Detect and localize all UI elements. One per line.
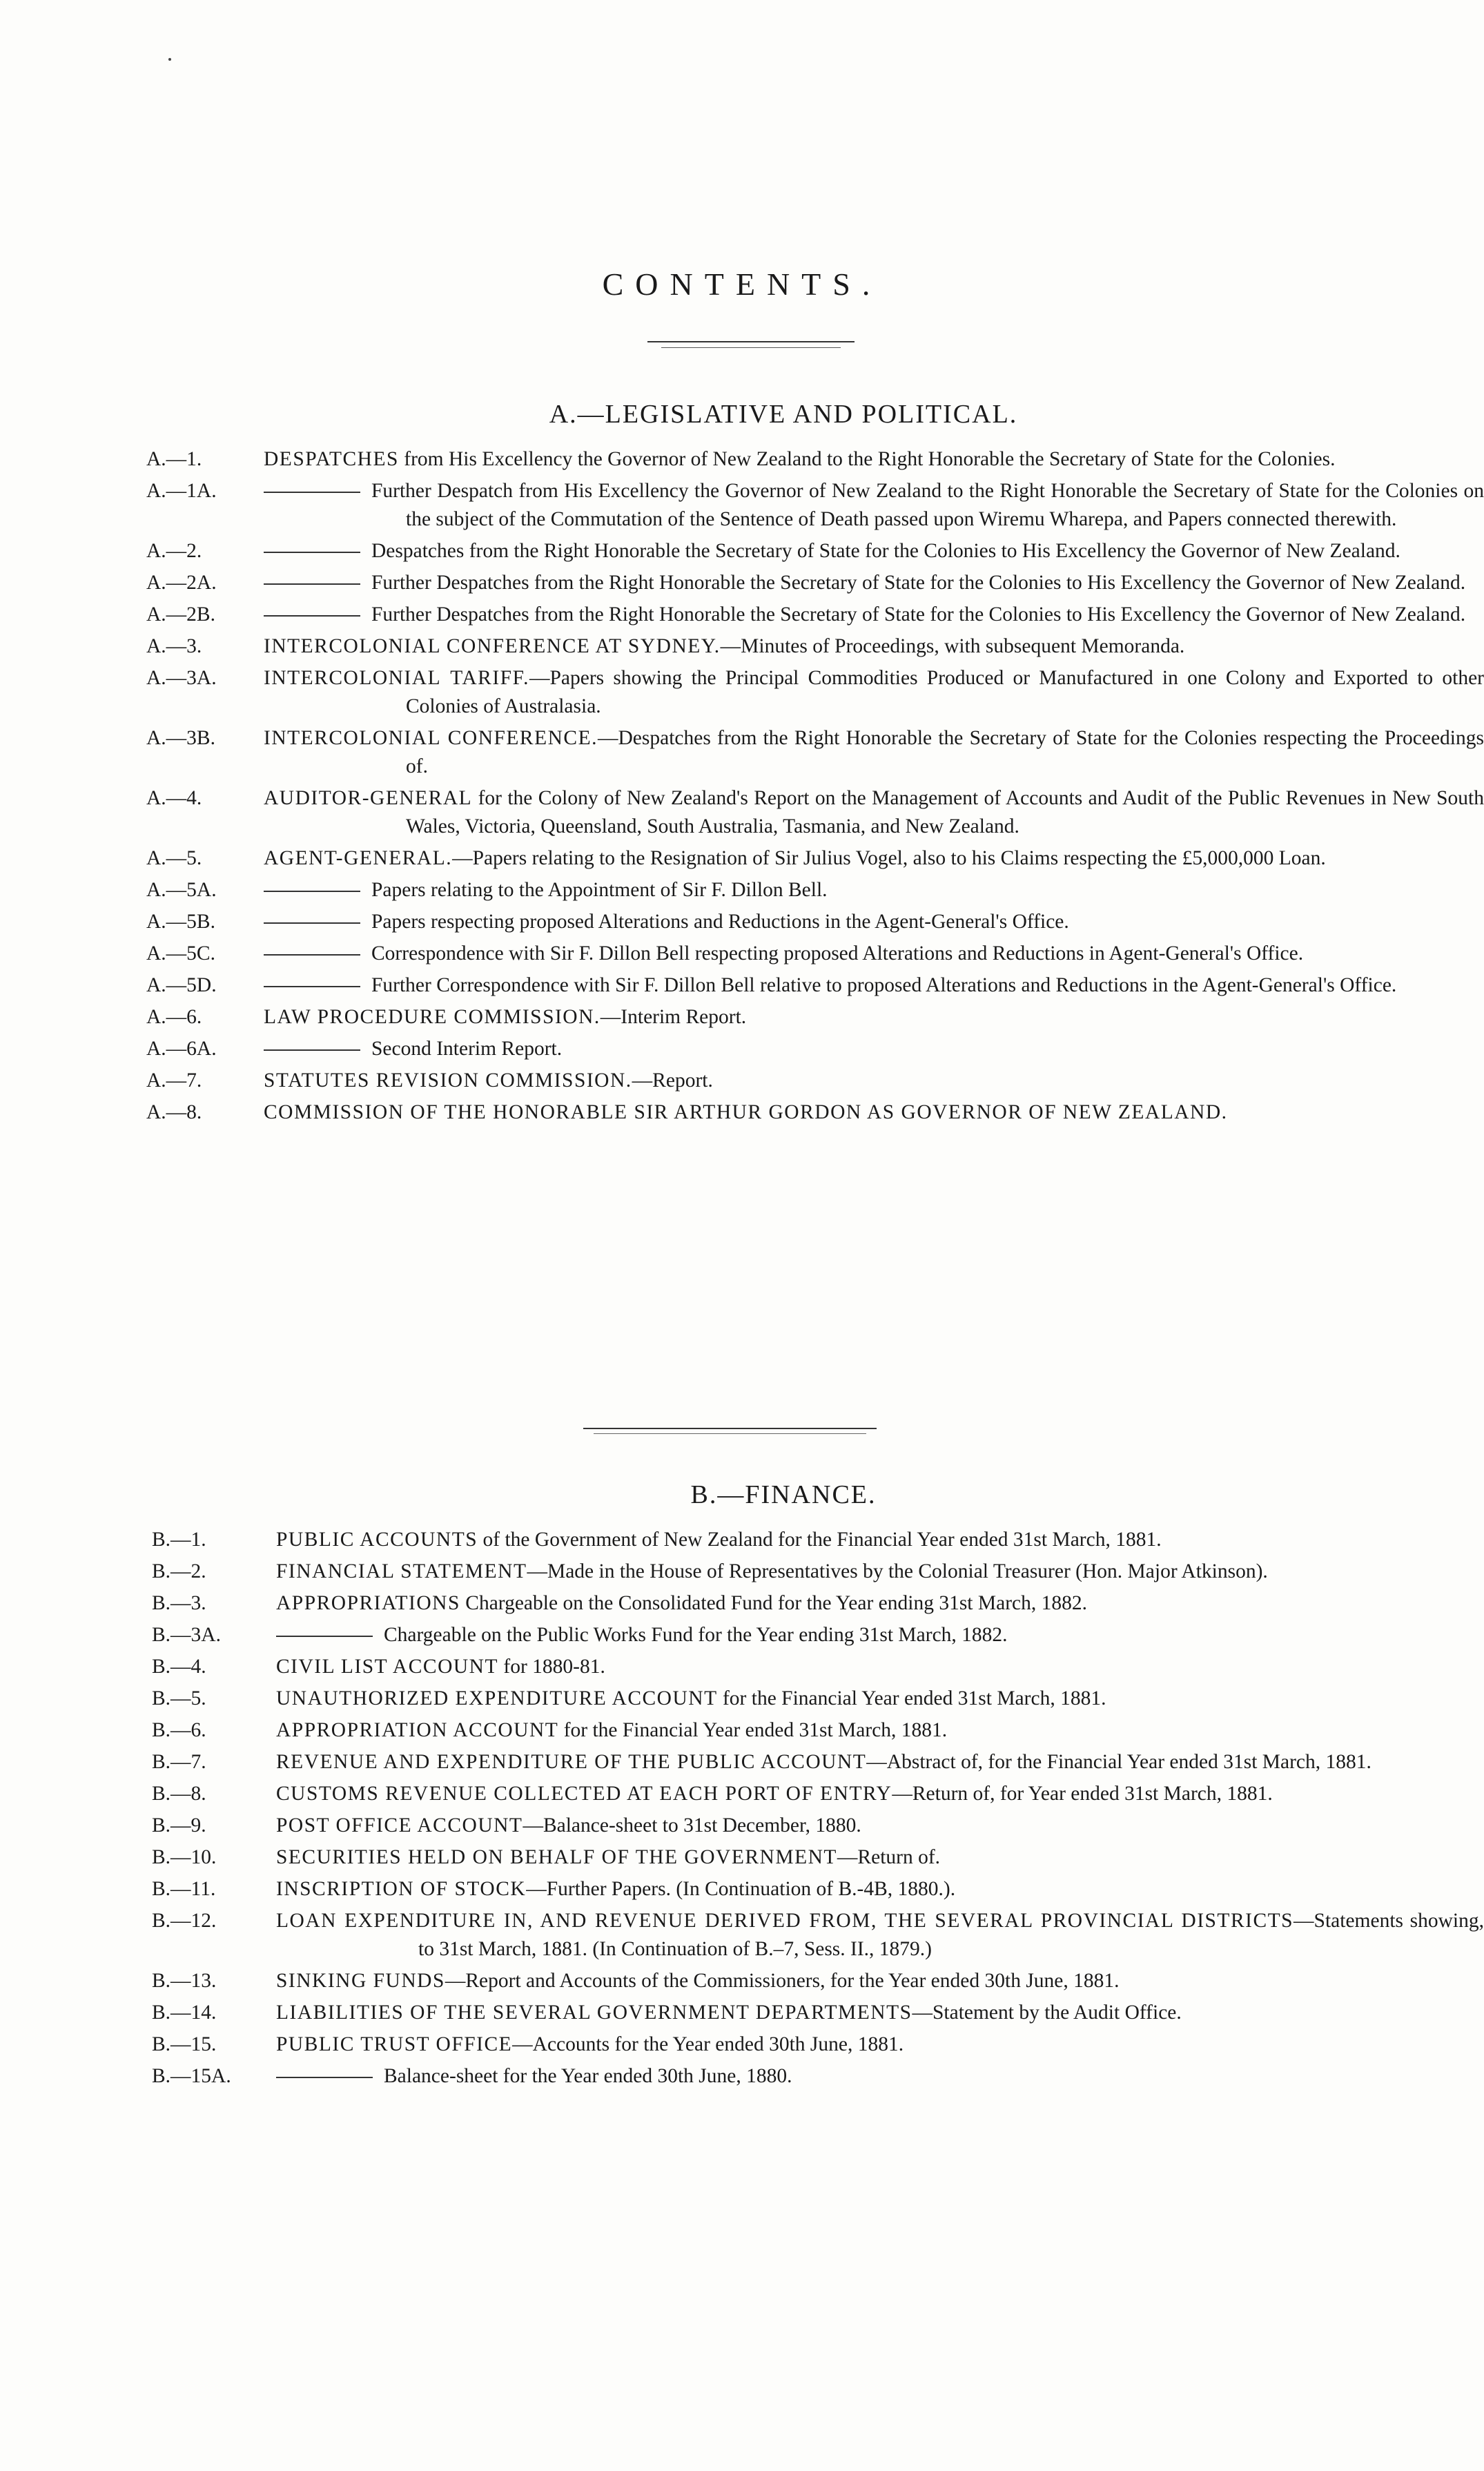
entry-description: —Papers relating to the Resignation of Sir Julius Vogel, also to his Claims respecting the £5,000,000 Loan. bbox=[452, 847, 1326, 869]
entry-description: Correspondence with Sir F. Dillon Bell respecting proposed Alterations and Reductions in Agent-General's Office. bbox=[371, 942, 1304, 965]
entry-caps-title: UNAUTHORIZED EXPENDITURE ACCOUNT bbox=[276, 1687, 718, 1709]
entry-description: —Balance-sheet to 31st December, 1880. bbox=[523, 1814, 861, 1837]
entry-body bbox=[276, 1526, 1484, 1554]
contents-entry bbox=[0, 664, 1484, 721]
entry-code: A.—7. bbox=[146, 1069, 202, 1092]
ditto-dash bbox=[264, 552, 360, 553]
entry-body bbox=[276, 2031, 1484, 2059]
entry-body bbox=[276, 1780, 1484, 1808]
entry-body bbox=[264, 601, 1484, 629]
entry-body bbox=[264, 445, 1484, 474]
entry-code: B.—15A. bbox=[152, 2065, 231, 2087]
entry-description: —Abstract of, for the Financial Year ended 31st March, 1881. bbox=[866, 1751, 1371, 1773]
section-divider-thin bbox=[594, 1433, 866, 1434]
entry-caps-title: REVENUE AND EXPENDITURE OF THE PUBLIC ACCOUNT bbox=[276, 1751, 867, 1773]
entry-code: A.—2B. bbox=[146, 603, 215, 626]
ditto-dash bbox=[264, 1049, 360, 1051]
contents-entry bbox=[0, 724, 1484, 781]
entry-body bbox=[276, 1558, 1484, 1586]
entry-code: A.—1A. bbox=[146, 480, 217, 502]
entry-code: A.—5C. bbox=[146, 942, 215, 965]
ditto-dash bbox=[276, 2077, 373, 2078]
entry-code: A.—8. bbox=[146, 1101, 202, 1123]
entry-description: for the Financial Year ended 31st March, 1881. bbox=[717, 1687, 1106, 1709]
entry-body bbox=[264, 724, 1484, 781]
contents-entry bbox=[0, 1907, 1484, 1964]
entry-caps-title: LOAN EXPENDITURE IN, AND REVENUE DERIVED FROM, THE SEVERAL PROVINCIAL DISTRICTS bbox=[276, 1910, 1294, 1932]
entry-description: —Made in the House of Representatives by the Colonial Treasurer (Hon. Major Atkinson). bbox=[527, 1560, 1268, 1582]
entry-caps-title: INTERCOLONIAL TARIFF. bbox=[264, 667, 529, 689]
entry-body bbox=[264, 632, 1484, 661]
contents-entry bbox=[0, 1003, 1484, 1031]
entry-body bbox=[276, 2062, 1484, 2091]
section-list-finance bbox=[0, 1526, 1484, 2094]
entry-body bbox=[264, 940, 1484, 968]
entry-code: B.—12. bbox=[152, 1910, 217, 1932]
contents-entry bbox=[0, 1035, 1484, 1063]
entry-caps-title: FINANCIAL STATEMENT bbox=[276, 1560, 527, 1582]
contents-entry bbox=[0, 1875, 1484, 1903]
entry-code: B.—4. bbox=[152, 1656, 206, 1678]
contents-entry bbox=[0, 445, 1484, 474]
entry-code: B.—10. bbox=[152, 1846, 217, 1868]
entry-description: Further Despatches from the Right Honorable the Secretary of State for the Colonies to His Excellency the Governor of New Zealand. bbox=[371, 603, 1466, 626]
contents-entry bbox=[0, 537, 1484, 565]
entry-description: for the Financial Year ended 31st March, 1881. bbox=[558, 1719, 948, 1741]
entry-caps-title: DESPATCHES bbox=[264, 448, 399, 470]
contents-entry bbox=[0, 1843, 1484, 1872]
entry-body bbox=[276, 1843, 1484, 1872]
entry-caps-title: POST OFFICE ACCOUNT bbox=[276, 1814, 523, 1837]
entry-caps-title: SECURITIES HELD ON BEHALF OF THE GOVERNMENT bbox=[276, 1846, 837, 1868]
entry-code: B.—14. bbox=[152, 2002, 217, 2024]
entry-code: A.—6A. bbox=[146, 1038, 217, 1060]
title-rule-thin bbox=[661, 347, 841, 348]
entry-code: B.—7. bbox=[152, 1751, 206, 1773]
entry-body bbox=[264, 784, 1484, 841]
entry-body bbox=[276, 1748, 1484, 1776]
entry-caps-title: SINKING FUNDS bbox=[276, 1970, 445, 1992]
entry-body bbox=[276, 1653, 1484, 1681]
contents-entry bbox=[0, 632, 1484, 661]
entry-caps-title: STATUTES REVISION COMMISSION. bbox=[264, 1069, 632, 1092]
entry-code: A.—3. bbox=[146, 635, 202, 657]
entry-body bbox=[276, 1907, 1484, 1964]
contents-entry bbox=[0, 844, 1484, 873]
entry-code: B.—5. bbox=[152, 1687, 206, 1709]
entry-code: B.—11. bbox=[152, 1878, 216, 1900]
entry-body bbox=[264, 971, 1484, 1000]
entry-description: Despatches from the Right Honorable the Secretary of State for the Colonies to His Excellency the Governor of New Zealand. bbox=[371, 540, 1400, 562]
contents-entry bbox=[0, 1067, 1484, 1095]
entry-code: A.—4. bbox=[146, 787, 202, 809]
entry-body bbox=[276, 1685, 1484, 1713]
entry-description: —Further Papers. (In Continuation of B.-4B, 1880.). bbox=[526, 1878, 956, 1900]
contents-entry bbox=[0, 2031, 1484, 2059]
entry-body bbox=[276, 1999, 1484, 2027]
ditto-dash bbox=[264, 954, 360, 956]
entry-caps-title: PUBLIC ACCOUNTS bbox=[276, 1529, 478, 1551]
entry-description: Further Despatches from the Right Honorable the Secretary of State for the Colonies to His Excellency the Governor of New Zealand. bbox=[371, 572, 1466, 594]
entry-code: B.—9. bbox=[152, 1814, 206, 1837]
entry-body bbox=[264, 1035, 1484, 1063]
entry-body bbox=[264, 876, 1484, 904]
contents-entry bbox=[0, 940, 1484, 968]
entry-description: —Return of. bbox=[837, 1846, 941, 1868]
contents-entry bbox=[0, 1716, 1484, 1745]
entry-body bbox=[264, 664, 1484, 721]
entry-code: A.—3B. bbox=[146, 727, 215, 749]
entry-code: B.—1. bbox=[152, 1529, 206, 1551]
contents-entry bbox=[0, 569, 1484, 597]
entry-caps-title: LIABILITIES OF THE SEVERAL GOVERNMENT DEPARTMENTS bbox=[276, 2002, 912, 2024]
contents-entry bbox=[0, 1780, 1484, 1808]
contents-entry bbox=[0, 908, 1484, 936]
contents-entry bbox=[0, 1748, 1484, 1776]
ditto-dash bbox=[264, 891, 360, 892]
entry-caps-title: CIVIL LIST ACCOUNT bbox=[276, 1656, 498, 1678]
contents-entry bbox=[0, 477, 1484, 534]
entry-caps-title: INTERCOLONIAL CONFERENCE. bbox=[264, 727, 598, 749]
entry-body bbox=[264, 537, 1484, 565]
entry-caps-title: LAW PROCEDURE COMMISSION. bbox=[264, 1006, 601, 1028]
entry-description: Balance-sheet for the Year ended 30th June, 1880. bbox=[384, 2065, 792, 2087]
entry-description: Papers relating to the Appointment of Sir F. Dillon Bell. bbox=[371, 879, 828, 901]
entry-body bbox=[264, 1098, 1484, 1127]
entry-body bbox=[264, 569, 1484, 597]
entry-body bbox=[276, 1621, 1484, 1649]
entry-description: —Minutes of Proceedings, with subsequent Memoranda. bbox=[720, 635, 1185, 657]
entry-caps-title: AGENT-GENERAL. bbox=[264, 847, 453, 869]
entry-body bbox=[276, 1589, 1484, 1618]
entry-description: —Report. bbox=[632, 1069, 713, 1092]
entry-caps-title: APPROPRIATION ACCOUNT bbox=[276, 1719, 559, 1741]
entry-description: for 1880-81. bbox=[498, 1656, 605, 1678]
contents-entry bbox=[0, 876, 1484, 904]
contents-entry bbox=[0, 601, 1484, 629]
entry-description: Papers respecting proposed Alterations and Reductions in the Agent-General's Office. bbox=[371, 911, 1069, 933]
contents-entry bbox=[0, 1653, 1484, 1681]
entry-code: A.—2A. bbox=[146, 572, 217, 594]
ditto-dash bbox=[264, 492, 360, 493]
entry-description: —Interim Report. bbox=[600, 1006, 747, 1028]
entry-body bbox=[276, 1716, 1484, 1745]
entry-body bbox=[264, 1067, 1484, 1095]
entry-description: —Statements showing, to 31st March, 1881. (In Continuation of B.–7, Sess. II., 1879.) bbox=[418, 1910, 1484, 1960]
contents-entry bbox=[0, 1621, 1484, 1649]
ditto-dash bbox=[264, 583, 360, 585]
entry-description: —Papers showing the Principal Commodities Produced or Manufactured in one Colony and Exported to other Colonies of Australasia. bbox=[406, 667, 1484, 717]
entry-body bbox=[264, 908, 1484, 936]
entry-body bbox=[264, 477, 1484, 534]
section-heading-legislative: A.—LEGISLATIVE AND POLITICAL. bbox=[549, 400, 1018, 429]
entry-code: A.—3A. bbox=[146, 667, 217, 689]
contents-entry bbox=[0, 1589, 1484, 1618]
entry-description: Further Correspondence with Sir F. Dillon Bell relative to proposed Alterations and Reductions in the Agent-General's Office. bbox=[371, 974, 1397, 996]
contents-entry bbox=[0, 971, 1484, 1000]
entry-code: A.—5B. bbox=[146, 911, 215, 933]
entry-caps-title: APPROPRIATIONS bbox=[276, 1592, 460, 1614]
entry-body bbox=[264, 1003, 1484, 1031]
contents-entry bbox=[0, 2062, 1484, 2091]
entry-code: B.—15. bbox=[152, 2033, 217, 2055]
ditto-dash bbox=[264, 615, 360, 617]
entry-code: A.—6. bbox=[146, 1006, 202, 1028]
entry-description: —Report and Accounts of the Commissioners, for the Year ended 30th June, 1881. bbox=[445, 1970, 1120, 1992]
contents-entry bbox=[0, 1812, 1484, 1840]
entry-caps-title: CUSTOMS REVENUE COLLECTED AT EACH PORT OF ENTRY bbox=[276, 1783, 892, 1805]
entry-code: B.—13. bbox=[152, 1970, 217, 1992]
entry-caps-title: COMMISSION OF THE HONORABLE SIR ARTHUR GORDON AS GOVERNOR OF NEW ZEALAND. bbox=[264, 1101, 1228, 1123]
entry-body bbox=[276, 1875, 1484, 1903]
section-list-legislative bbox=[0, 445, 1484, 1130]
ditto-dash bbox=[264, 986, 360, 987]
entry-code: A.—5A. bbox=[146, 879, 217, 901]
entry-caps-title: INSCRIPTION OF STOCK bbox=[276, 1878, 527, 1900]
entry-code: B.—2. bbox=[152, 1560, 206, 1582]
entry-body bbox=[276, 1967, 1484, 1995]
contents-entry bbox=[0, 1999, 1484, 2027]
entry-description: —Return of, for Year ended 31st March, 1881. bbox=[892, 1783, 1273, 1805]
entry-code: A.—1. bbox=[146, 448, 202, 470]
entry-code: A.—5. bbox=[146, 847, 202, 869]
entry-caps-title: PUBLIC TRUST OFFICE bbox=[276, 2033, 513, 2055]
contents-entry bbox=[0, 1526, 1484, 1554]
contents-entry bbox=[0, 1558, 1484, 1586]
entry-caps-title: AUDITOR-GENERAL bbox=[264, 787, 473, 809]
entry-code: A.—2. bbox=[146, 540, 202, 562]
page-title: CONTENTS. bbox=[602, 267, 882, 302]
section-divider bbox=[583, 1428, 877, 1429]
entry-code: B.—3A. bbox=[152, 1624, 221, 1646]
entry-body bbox=[264, 844, 1484, 873]
entry-caps-title: INTERCOLONIAL CONFERENCE AT SYDNEY. bbox=[264, 635, 721, 657]
entry-description: Chargeable on the Consolidated Fund for the Year ending 31st March, 1882. bbox=[460, 1592, 1087, 1614]
contents-entry bbox=[0, 1098, 1484, 1127]
entry-body bbox=[276, 1812, 1484, 1840]
ditto-dash bbox=[276, 1636, 373, 1637]
entry-description: Chargeable on the Public Works Fund for the Year ending 31st March, 1882. bbox=[384, 1624, 1008, 1646]
entry-description: —Despatches from the Right Honorable the Secretary of State for the Colonies respecting the Proceedings of. bbox=[406, 727, 1484, 777]
entry-description: for the Colony of New Zealand's Report on the Management of Accounts and Audit of the Public Revenues in New South Wales, Victoria, Queensland, South Australia, Tasmania, and New Zealand. bbox=[406, 787, 1484, 837]
contents-entry bbox=[0, 1967, 1484, 1995]
contents-entry bbox=[0, 1685, 1484, 1713]
title-rule bbox=[647, 341, 855, 342]
entry-description: of the Government of New Zealand for the Financial Year ended 31st March, 1881. bbox=[478, 1529, 1162, 1551]
entry-description: Further Despatch from His Excellency the Governor of New Zealand to the Right Honorable the Secretary of State for the Colonies on the subject of the Commutation of the Sentence of Death passed upon Wiremu Wharepa, and Papers connected therewith. bbox=[371, 480, 1484, 530]
entry-code: B.—3. bbox=[152, 1592, 206, 1614]
ditto-dash bbox=[264, 922, 360, 924]
entry-code: B.—8. bbox=[152, 1783, 206, 1805]
entry-code: B.—6. bbox=[152, 1719, 206, 1741]
entry-description: from His Excellency the Governor of New Zealand to the Right Honorable the Secretary of State for the Colonies. bbox=[398, 448, 1336, 470]
entry-description: —Statement by the Audit Office. bbox=[912, 2002, 1182, 2024]
page-speck bbox=[168, 58, 171, 61]
entry-code: A.—5D. bbox=[146, 974, 217, 996]
entry-description: Second Interim Report. bbox=[371, 1038, 563, 1060]
contents-entry bbox=[0, 784, 1484, 841]
entry-description: —Accounts for the Year ended 30th June, 1881. bbox=[512, 2033, 904, 2055]
section-heading-finance: B.—FINANCE. bbox=[690, 1480, 877, 1509]
